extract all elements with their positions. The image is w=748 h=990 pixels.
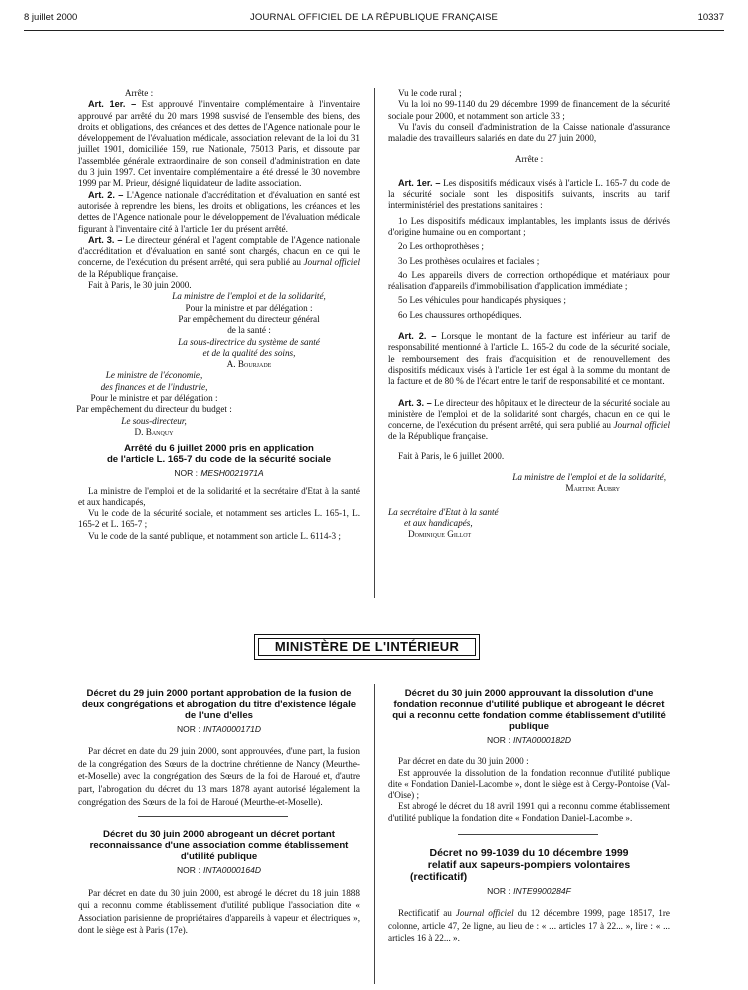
header-rule	[24, 30, 724, 31]
nor-label: NOR :	[487, 735, 511, 745]
signature-line: Le sous-directeur,	[121, 415, 187, 426]
signature-line: de la santé :	[227, 325, 271, 336]
signature-line: et de la qualité des soins,	[202, 347, 296, 358]
nor-code: MESH0021971A	[200, 468, 264, 479]
journal-name: Journal officiel	[613, 420, 670, 431]
arrete-title-line: de l'article L. 165-7 du code de la sécurité sociale	[106, 454, 332, 466]
article-2	[78, 190, 360, 235]
journal-name: Journal officiel	[455, 908, 514, 919]
ministry-heading-box	[254, 634, 480, 660]
nor-reference	[388, 886, 670, 897]
fait-a-paris: Fait à Paris, le 6 juillet 2000.	[398, 450, 505, 461]
section-separator	[138, 816, 288, 817]
fait-a-paris: Fait à Paris, le 30 juin 2000.	[88, 280, 192, 291]
article-label: Art. 3. –	[88, 234, 123, 245]
list-item: 6o Les chaussures orthopédiques.	[398, 309, 522, 320]
article-text: Est approuvé l'inventaire complémentaire à l'inventaire approuvé par arrêté du 20 mars 1998 susvisé de l'ensemble des biens, des droits et obligations, des créances et des dettes de l'Agence nationale pour le développement de l'évaluation médicale, association relevant de la loi du 31 juillet 1901, domiciliée 159, rue Nationale, 75013 Paris, et dissoute par l'assemblée générale extraordinaire de son conseil d'administration en date du 3 juin 1997. Cet inventaire complémentaire a été dressé le 30 novembre 1999 par M. Prieur, désigné liquidateur de ladite association.	[78, 99, 361, 189]
page-header	[24, 12, 724, 26]
nor-reference	[78, 468, 360, 479]
article-text: L'Agence nationale d'accréditation et d'évaluation en santé est autorisée à reprendre les biens, les droits et obligations, les créances et les dettes de l'Agence nationale pour le développement de l'évaluation médicale figurant à l'inventaire cité à l'article 1er du présent arrêté.	[78, 189, 361, 234]
article-label: Art. 2. –	[88, 189, 124, 200]
article-text: de la République française.	[388, 431, 488, 442]
ministry-heading: MINISTÈRE DE L'INTÉRIEUR	[258, 638, 476, 656]
right-bottom-column	[388, 688, 670, 945]
signatory-name: Martine Aubry	[565, 483, 620, 494]
arrete-title-line: Arrêté du 6 juillet 2000 pris en application	[124, 443, 314, 455]
signature-line: Par empêchement du directeur général	[178, 313, 320, 324]
signature-line: Par empêchement du directeur du budget :	[76, 404, 232, 415]
decree-text: Est approuvée la dissolution de la fondation reconnue d'utilité publique dite « Fondation Daniel-Lacombe », dont le siège est à Cergy-Pontoise (Val-d'Oise) ;	[388, 767, 670, 801]
article-1	[388, 178, 670, 212]
nor-code: INTE9900284F	[513, 886, 571, 897]
nor-reference	[78, 724, 360, 735]
nor-label: NOR :	[487, 886, 511, 897]
article-text: Les dispositifs médicaux visés à l'article L. 165-7 du code de la sécurité sociale sont les dispositifs suivants, inscrits au tarif interministériel des prestations sanitaires :	[388, 177, 670, 211]
nor-code: INTA0000171D	[203, 724, 261, 734]
decree-text: Est abrogé le décret du 18 avril 1991 qui a reconnu comme établissement d'utilité publique la fondation dite « Fondation Daniel-Lacombe ».	[388, 801, 670, 823]
list-item: 5o Les véhicules pour handicapés physiques ;	[398, 295, 566, 306]
visa-paragraph: Vu le code rural ;	[398, 88, 462, 98]
left-bottom-column	[78, 688, 360, 937]
signature-block-1	[78, 291, 360, 370]
article-text: Le directeur des hôpitaux et le directeur de la sécurité sociale au ministère de l'emploi et de la solidarité sont chargés, chacun en ce qui le concerne, de l'exécution du présent arrêté, qui sera publié au	[388, 397, 671, 431]
signature-line: et aux handicapés,	[404, 517, 473, 528]
header-journal-title: JOURNAL OFFICIEL DE LA RÉPUBLIQUE FRANÇAISE	[249, 12, 499, 23]
decree-title: Décret du 30 juin 2000 approuvant la dissolution d'une fondation reconnue d'utilité publique et abrogeant le décret qui a reconnu cette fondation comme établissement d'utilité publique	[392, 688, 666, 732]
list-item: 2o Les orthoprothèses ;	[398, 241, 484, 252]
visa-paragraph: Vu la loi no 99-1140 du 29 décembre 1999 de financement de la sécurité sociale pour 2000, et notamment son article 33 ;	[388, 99, 670, 121]
article-text: de la République française.	[78, 268, 178, 279]
signature-block-2	[78, 370, 360, 438]
decree-text: Par décret en date du 30 juin 2000 :	[398, 756, 529, 767]
article-text: Le directeur général et l'agent comptable de l'Agence nationale d'accréditation et d'évaluation en santé sont chargés, chacun en ce qui le concerne, de l'exécution du présent arrêté, qui sera publié au	[78, 234, 360, 268]
signatory-name: D. Banquy	[134, 426, 174, 437]
arrete-heading: Arrête :	[514, 154, 544, 165]
decree-title-line: relatif aux sapeurs-pompiers volontaires	[427, 859, 631, 872]
nor-reference	[78, 865, 360, 876]
signature-line: Pour le ministre et par délégation :	[90, 393, 218, 404]
right-top-column	[388, 88, 670, 541]
signature-line: des finances et de l'industrie,	[100, 381, 208, 392]
decree-title: Décret du 29 juin 2000 portant approbation de la fusion de deux congrégations et abrogation du titre d'existence légale de l'une d'elles	[81, 688, 357, 721]
arrete-heading: Arrête :	[124, 88, 154, 98]
decree-text-part: du 12 décembre 1999, page 18517, 1re colonne, article 47, 2e ligne, au lieu de : « ... articles 17 à 22... », lire : « ... articles 16 à 22... ».	[388, 908, 671, 944]
header-date: 8 juillet 2000	[24, 12, 78, 23]
article-3	[78, 235, 360, 280]
column-divider-top	[374, 88, 375, 598]
signature-line: La sous-directrice du système de santé	[178, 336, 320, 347]
signature-line: La ministre de l'emploi et de la solidarité,	[512, 472, 666, 483]
signatory-name: Dominique Gillot	[408, 529, 472, 540]
column-divider-bottom	[374, 684, 375, 984]
nor-label: NOR :	[177, 724, 201, 734]
list-item: 1o Les dispositifs médicaux implantables, les implants issus de dérivés d'origine humaine ou en comportant ;	[388, 215, 670, 237]
article-3	[388, 398, 670, 443]
journal-name: Journal officiel	[303, 257, 360, 268]
list-item: 4o Les appareils divers de correction orthopédique et matériaux pour réalisation d'appareils d'immobilisation d'application immédiate ;	[388, 269, 670, 292]
signature-line: Pour la ministre et par délégation :	[185, 302, 313, 313]
nor-label: NOR :	[174, 468, 198, 479]
article-label: Art. 3. –	[398, 397, 432, 408]
decree-text: Par décret en date du 29 juin 2000, sont approuvées, d'une part, la fusion de la congrégation des Sœurs de la doctrine chrétienne de Nancy (Meurthe-et-Moselle) avec la congrégation des Sœurs de la foi de Haroué et, d'autre part, l'abrogation du décret du 13 mars 1878 ayant autorisé légalement la congrégation des Sœurs de la foi de Haroué (Meurthe-et-Moselle).	[78, 746, 360, 807]
article-label: Art. 1er. –	[88, 99, 137, 110]
nor-label: NOR :	[177, 865, 201, 876]
article-label: Art. 1er. –	[398, 177, 441, 188]
list-item: 3o Les prothèses oculaires et faciales ;	[398, 255, 540, 266]
signature-line: La secrétaire d'Etat à la santé	[388, 506, 499, 517]
nor-code: INTA0000164D	[203, 865, 261, 876]
signature-line: La ministre de l'emploi et de la solidarité,	[172, 291, 326, 302]
decree-title-line: Décret no 99-1039 du 10 décembre 1999	[429, 847, 629, 860]
visa-paragraph: Vu le code de la sécurité sociale, et notamment ses articles L. 165-1, L. 165-2 et L. 165-7 ;	[78, 508, 360, 530]
visa-paragraph: Vu l'avis du conseil d'administration de la Caisse nationale d'assurance maladie des travailleurs salariés en date du 27 juin 2000,	[388, 121, 670, 144]
decree-title: Décret du 30 juin 2000 abrogeant un décret portant reconnaissance d'une association comme établissement d'utilité publique	[89, 829, 349, 863]
nor-code: INTA0000182D	[513, 735, 571, 745]
nor-reference	[388, 735, 670, 746]
article-text: Lorsque le montant de la facture est inférieur au tarif de responsabilité mentionné à l'article L. 165-2 du code de la sécurité sociale, le remboursement des frais d'acquisition et de renouvellement des dispositifs médicaux visés à l'article 1er est égal à la somme du montant de la facture et de 80 % de l'écart entre le tarif de responsabilité et ce montant.	[388, 331, 670, 387]
decree-text: Par décret en date du 30 juin 2000, est abrogé le décret du 18 juin 1888 qui a reconnu comme établissement d'utilité publique l'association dite « Association parisienne de propriétaires d'appareils à vapeur et électriques », dont le siège est à Paris (17e).	[78, 887, 360, 936]
signatory-name: A. Bourjade	[226, 359, 272, 370]
article-1	[78, 99, 360, 189]
section-separator	[458, 834, 598, 835]
left-top-column	[78, 88, 360, 542]
visa-paragraph: La ministre de l'emploi et de la solidarité et la secrétaire d'Etat à la santé et aux handicapés,	[78, 485, 360, 507]
article-label: Art. 2. –	[398, 331, 437, 342]
signature-line: Le ministre de l'économie,	[105, 370, 203, 381]
decree-text-part: Rectificatif au	[398, 908, 456, 919]
article-2	[388, 331, 670, 387]
visa-paragraph: Vu le code de la santé publique, et notamment son article L. 6114-3 ;	[88, 530, 341, 541]
header-page-number: 10337	[697, 12, 724, 23]
decree-title-line: (rectificatif)	[410, 871, 468, 884]
decree-text	[388, 907, 670, 944]
